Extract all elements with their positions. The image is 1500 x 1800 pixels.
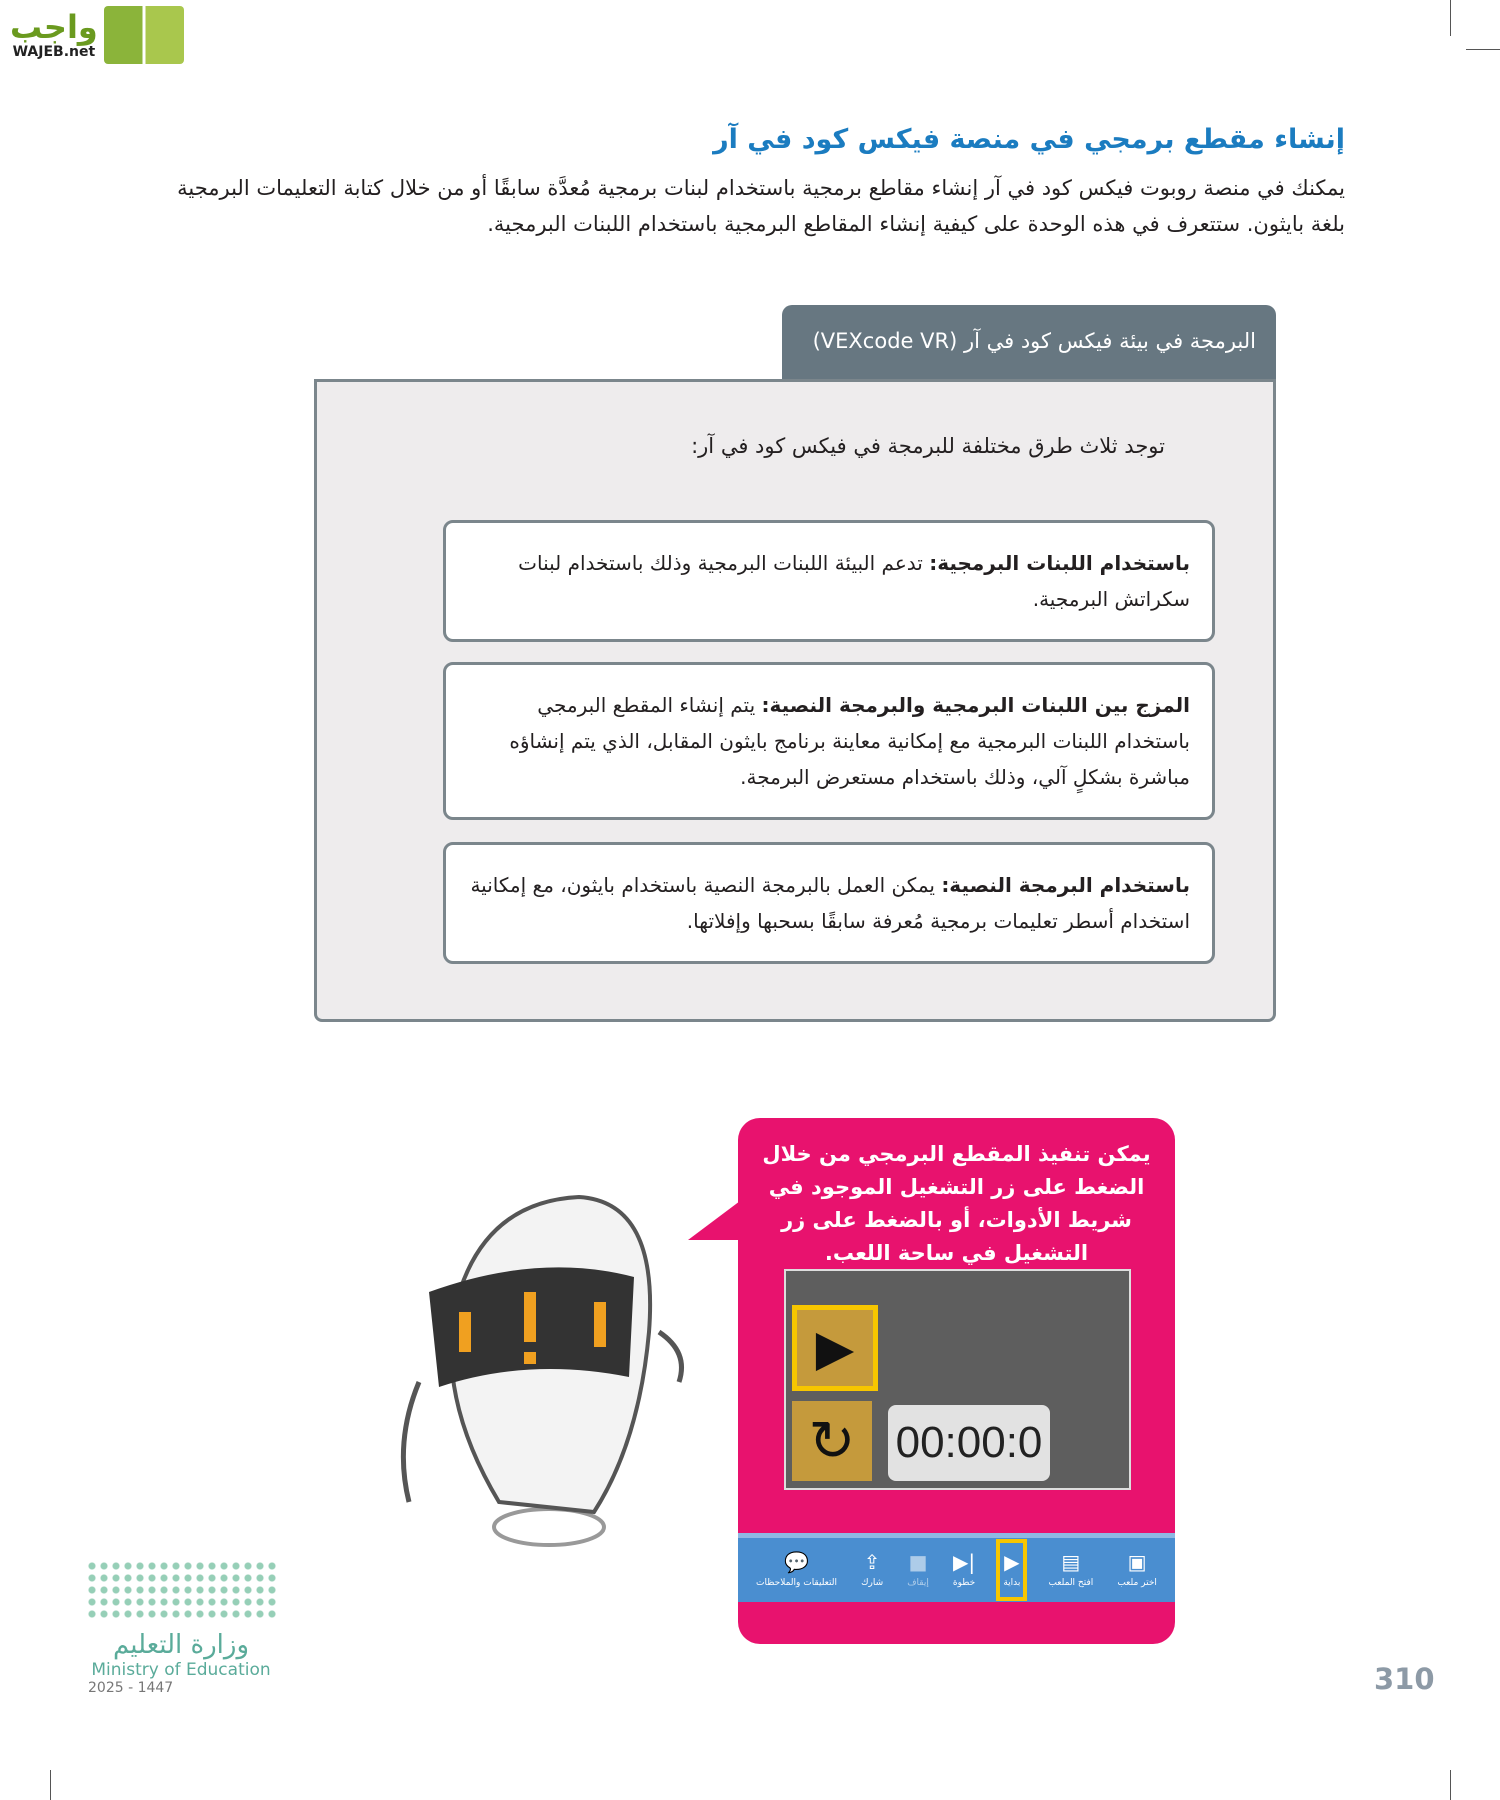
play-button[interactable] [792,1305,878,1391]
toolbar-stop[interactable] [904,1539,932,1601]
card-text: يتم إنشاء المقطع البرمجي باستخدام اللبنات البرمجية مع إمكانية معاينة برنامج بايثون المقابل، الذي يتم إنشاؤه مباشرة بشكلٍ آلي، وذلك باستخدام مستعرض البرمجة. [509,693,1190,789]
book-icon [104,6,184,64]
play-icon: ▶ [1004,1550,1020,1574]
logo-latin: WAJEB.net [12,44,96,60]
stop-icon: ■ [908,1550,928,1574]
logo-arabic: واجب [10,8,98,46]
timer-display: 00:00:0 [888,1405,1050,1481]
crop-mark [1450,0,1451,36]
toolbar-select-playground[interactable] [1114,1539,1160,1601]
card-term: باستخدام البرمجة النصية: [941,873,1190,897]
card-text: يمكن العمل بالبرمجة النصية باستخدام بايثون، مع إمكانية استخدام أسطر تعليمات برمجية مُعرفة سابقًا بسحبها وإفلاتها. [470,873,1190,933]
dots-emblem [86,1560,276,1620]
page-number: 310 [1374,1662,1435,1696]
card-term: باستخدام اللبنات البرمجية: [929,551,1190,575]
toolbar [738,1533,1175,1602]
play-icon: ▶ [815,1319,855,1377]
toolbar-label: بداية [1003,1578,1021,1588]
bubble-text: يمكن تنفيذ المقطع البرمجي من خلال الضغط على زر التشغيل الموجود في شريط الأدوات، أو بالضغط على زر التشغيل في ساحة اللعب. [762,1142,1151,1265]
toolbar-open-playground[interactable] [1045,1539,1096,1601]
toolbar-label: افتح الملعب [1048,1578,1094,1588]
ministry-english: Ministry of Education [91,1660,271,1680]
panel-lead: توجد ثلاث طرق مختلفة للبرمجة في فيكس كود في آر: [691,434,1165,458]
toolbar-label: إيقاف [907,1578,929,1588]
card-text: تدعم البيئة اللبنات البرمجية وذلك باستخدام لبنات سكراتش البرمجية. [518,551,1190,611]
section-heading: إنشاء مقطع برمجي في منصة فيكس كود في آر [713,124,1345,155]
speech-bubble [738,1118,1175,1644]
playground-screenshot [784,1269,1131,1490]
toolbar-feedback[interactable] [753,1539,840,1601]
panel-tab-title: البرمجة في بيئة فيكس كود في آر (VEXcode VR) [782,305,1276,381]
toolbar-start[interactable] [996,1539,1027,1601]
reset-button[interactable] [792,1401,872,1481]
monitor-icon: ▣ [1127,1550,1147,1574]
ministry-logo [86,1560,276,1696]
method-card-mixed [443,662,1215,820]
intro-paragraph: يمكنك في منصة روبوت فيكس كود في آر إنشاء مقاطع برمجية باستخدام لبنات برمجية مُعدَّة سابقًا أو من خلال كتابة التعليمات البرمجية بلغة بايثون. ستتعرف في هذه الوحدة على كيفية إنشاء المقاطع البرمجية باستخدام اللبنات البرمجية. [177,176,1345,236]
toolbar-share[interactable] [858,1539,886,1601]
wajeb-logo [10,6,184,64]
card-term: المزج بين اللبنات البرمجية والبرمجة النصية: [761,693,1190,717]
robot-illustration [379,1182,719,1582]
reset-icon: ↻ [808,1408,856,1474]
ministry-arabic: وزارة التعليم [112,1630,250,1660]
window-icon: ▤ [1061,1550,1081,1574]
step-icon: ▶| [953,1550,976,1574]
method-card-text [443,842,1215,964]
comment-icon: 💬 [784,1550,809,1574]
method-card-blocks [443,520,1215,642]
share-icon: ⇪ [863,1550,881,1574]
crop-mark [1450,1770,1451,1800]
toolbar-label: شارك [861,1578,884,1588]
crop-mark [1466,49,1500,50]
info-panel [314,379,1276,1022]
toolbar-label: التعليقات والملاحظات [756,1578,837,1588]
toolbar-label: خطوة [952,1578,976,1588]
toolbar-label: اختر ملعب [1117,1578,1157,1588]
crop-mark [50,1770,51,1800]
toolbar-step[interactable] [950,1539,978,1601]
ministry-year: 2025 - 1447 [88,1680,174,1696]
